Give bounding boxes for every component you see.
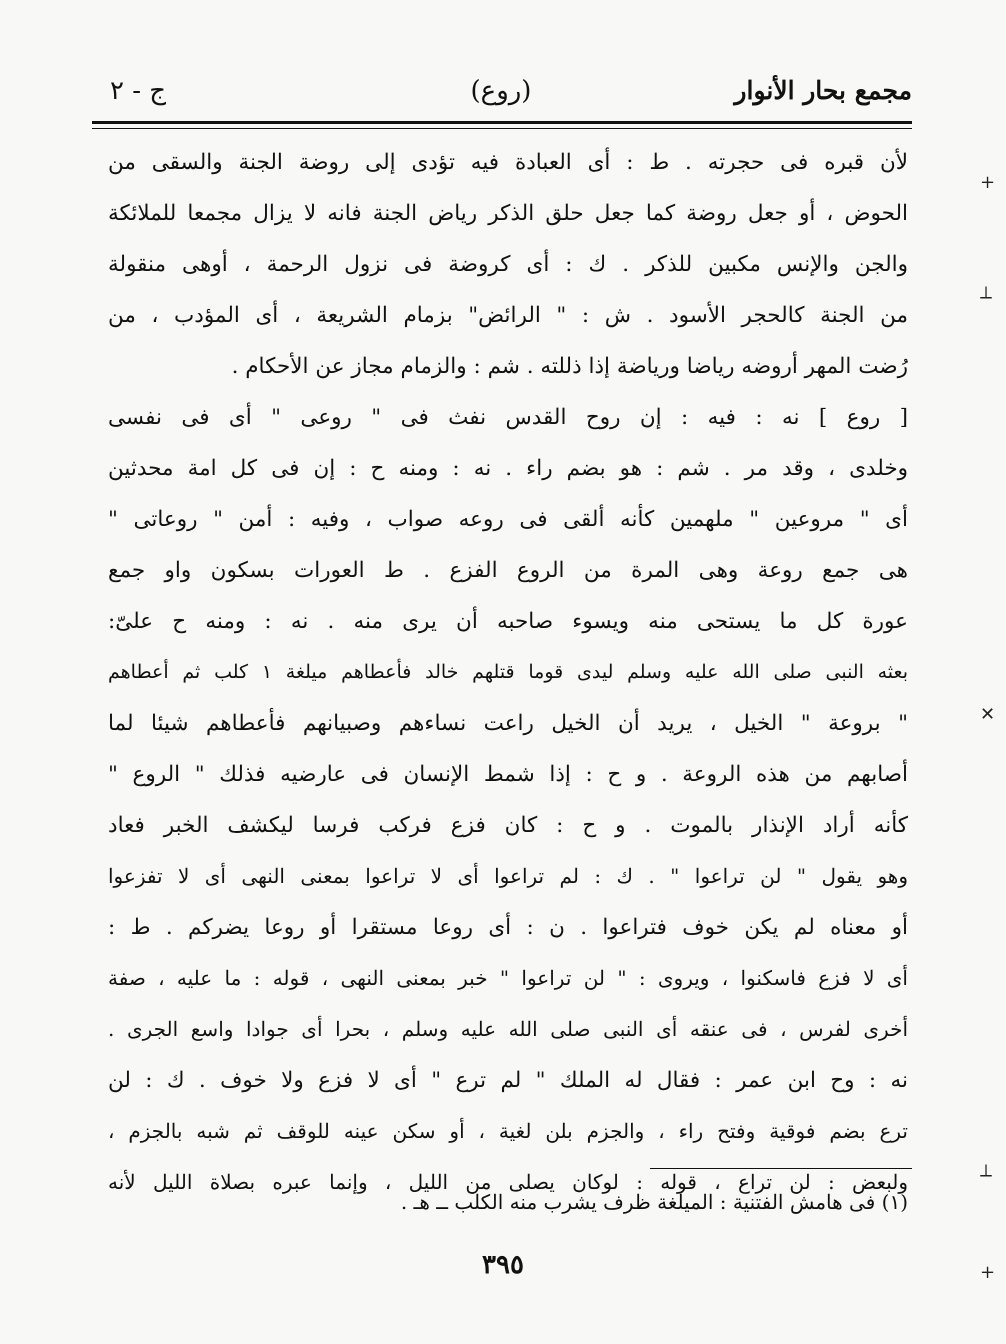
body-line: ولبعض : لن تراع ، قوله : لوكان يصلى من الليل ، وإنما عبره بصلاة الليل لأنه (108, 1170, 908, 1194)
body-line: والجن والإنس مكبين للذكر . ك : أى كروضة فى نزول الرحمة ، أوهى منقولة (108, 252, 908, 277)
margin-mark: + (980, 172, 996, 193)
body-line: نه : وح ابن عمر : فقال له الملك " لم ترع " أى لا فزع ولا خوف . ك : لن (108, 1068, 908, 1093)
body-line: ترع بضم فوقية وفتح راء ، والجزم بلن لغية ، أو سكن عينه للوقف ثم شبه بالجزم ، (108, 1119, 908, 1143)
volume-label: ج - ٢ (110, 76, 167, 106)
book-title: مجمع بحار الأنوار (734, 76, 912, 105)
body-line: بعثه النبى صلى الله عليه وسلم ليدى قوما قتلهم خالد فأعطاهم ميلغة ١ كلب ثم أعطاهم (108, 661, 908, 683)
body-line: أى " مروعين " ملهمين كأنه ألقى فى روعه صواب ، وفيه : أمن " روعاتى " (108, 507, 908, 532)
body-text (108, 137, 908, 1208)
body-line: أو معناه لم يكن خوف فتراعوا . ن : أى روعا مستقرا أو روعا يضركم . ط : (108, 915, 908, 940)
body-line: هى جمع روعة وهى المرة من الروع الفزع . ط العورات بسكون واو جمع (108, 558, 908, 583)
header-rule-thick (92, 121, 912, 124)
body-line: وخلدى ، وقد مر . شم : هو بضم راء . نه : ومنه ح : إن فى كل امة محدثين (108, 456, 908, 481)
margin-mark: ⟂ (980, 282, 993, 303)
body-line: من الجنة كالحجر الأسود . ش : " الرائض" بزمام الشريعة ، أى المؤدب ، من (108, 303, 908, 328)
body-line: [ روع ] نه : فيه : إن روح القدس نفث فى " روعى " أى فى نفسى (108, 405, 908, 430)
page-number: ٣٩٥ (482, 1250, 524, 1280)
body-line: رُضت المهر أروضه رياضا ورياضة إذا ذللته . شم : والزمام مجاز عن الأحكام . (231, 354, 908, 379)
margin-mark: ✕ (980, 704, 996, 725)
margin-mark: + (980, 1262, 996, 1283)
footnote: (١) فى هامش الفتنية : الميلغة ظرف يشرب منه الكلب ــ هـ . (400, 1190, 908, 1214)
footnote-rule (650, 1168, 912, 1169)
body-line: كأنه أراد الإنذار بالموت . و ح : كان فزع فركب فرسا ليكشف الخبر فعاد (108, 813, 908, 838)
body-line: وهو يقول " لن تراعوا " . ك : لم تراعوا أى لا تراعوا بمعنى النهى أى لا تفزعوا (108, 864, 908, 888)
body-line: أصابهم من هذه الروعة . و ح : إذا شمط الإنسان فى عارضيه فذلك " الروع " (108, 762, 908, 787)
body-line: عورة كل ما يستحى منه ويسوء صاحبه أن يرى منه . نه : ومنه ح علىّ: (108, 609, 908, 634)
body-line: أى لا فزع فاسكنوا ، ويروى : " لن تراعوا " خبر بمعنى النهى ، قوله : ما عليه ، صفة (108, 966, 908, 990)
page-header (90, 70, 912, 118)
root-word-heading: (روع) (470, 76, 532, 106)
header-rule-thin (92, 128, 912, 129)
body-line: " بروعة " الخيل ، يريد أن الخيل راعت نساءهم وصبيانهم فأعطاهم شيئا لما (108, 711, 908, 736)
body-line: لأن قبره فى حجرته . ط : أى العبادة فيه تؤدى إلى روضة الجنة والسقى من (108, 150, 908, 175)
body-line: أخرى لفرس ، فى عنقه أى النبى صلى الله عليه وسلم ، بحرا أى جوادا واسع الجرى . (108, 1017, 908, 1041)
body-line: الحوض ، أو جعل روضة كما جعل حلق الذكر رياض الجنة فانه لا يزال مجمعا للملائكة (108, 201, 908, 226)
margin-mark: ⟂ (980, 1160, 993, 1181)
